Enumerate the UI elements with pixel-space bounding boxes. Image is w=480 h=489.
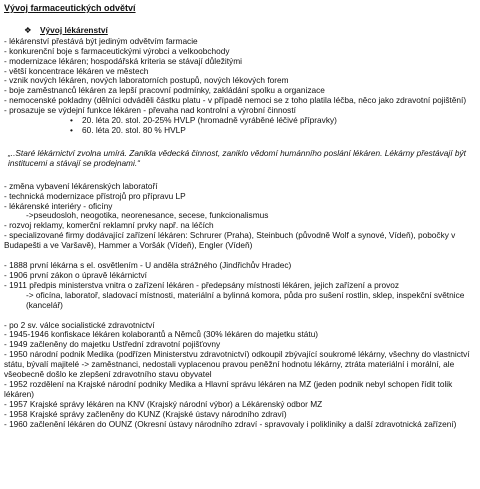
list-item: - modernizace lékáren; hospodářská kriteria se stávají důležitými: [4, 55, 242, 66]
list-item: - 1888 první lékárna s el. osvětlením - U anděla strážného (Jindřichův Hradec): [4, 260, 292, 271]
list-item: - konkurenční boje s farmaceutickými výrobci a velkoobchody: [4, 45, 230, 56]
list-item: - po 2 sv. válce socialistické zdravotnictví: [4, 319, 155, 330]
list-item: - změna vybavení lékárenských laboratoří: [4, 180, 158, 191]
block-5: [4, 321, 474, 430]
list-item: - 1952 rozdělení na Krajské národní podniky Medika a Hlavní správu lékáren na MZ (jeden podnik nebyl schopen řídit tolik lékáren): [4, 379, 453, 399]
section-heading: [24, 26, 474, 36]
list-item: - prosazuje se výdejní funkce lékáren - převaha nad kontrolní a výrobní činností: [4, 105, 296, 116]
block-4: [4, 261, 474, 311]
sub-bullet-item: • 60. léta 20. stol. 80 % HVLP: [4, 126, 474, 136]
section-heading-text: Vývoj lékárenství: [40, 24, 108, 35]
list-item: - větší koncentrace lékáren ve městech: [4, 65, 149, 76]
list-item: - vznik nových lékáren, nových laboratorních postupů, nových lékových forem: [4, 75, 289, 86]
list-item: - 1957 Krajské správy lékáren na KNV (Krajský národní výbor) a Lékárenský odbor MZ: [4, 398, 323, 409]
indented-item: -> oficína, laboratoř, sladovací místnosti, materiální a bylinná komora, půda pro sušení rostlin, sklep, inspekční světnice (kancelář): [26, 289, 465, 310]
block-1: [4, 37, 474, 136]
list-item: - 1945-1946 konfiskace lékáren kolaborantů a Němců (30% lékáren do majetku státu): [4, 329, 319, 340]
page-title: Vývoj farmaceutických odvětví: [4, 3, 136, 13]
list-item: - technická modernizace přístrojů pro přípravu LP: [4, 190, 186, 201]
list-item: - boje zaměstnanců lékáren za lepší pracovní podmínky, zakládání spolku a organizace: [4, 85, 325, 96]
list-item: - 1906 první zákon o úpravě lékárnictví: [4, 269, 147, 280]
list-item: - 1958 Krajské správy začleněny do KUNZ (Krajské ústavy národního zdraví): [4, 408, 287, 419]
block-2: [4, 182, 474, 251]
indented-item: ->pseudosloh, neogotika, neorenesance, secese, funkcionalismus: [26, 210, 269, 221]
list-item: - specializované firmy dodávající zařízení lékáren: Schrurer (Praha), Steinbuch (původně Wolf a synové, Vídeň), pobočky v Budapešti a ve Varšavě), Hammer a Voršák (Vídeň), Engler (Vídeň): [4, 230, 456, 251]
list-item: - 1911 předpis ministerstva vnitra o zařízení lékáren - předepsány místnosti lékáren, jejich zařízení a provoz: [4, 279, 400, 290]
list-item: - 1950 národní podnik Medika (podřízen Ministerstvu zdravotnictví) odkoupil zbývající soukromé lékárny, všechny do vlastnictví státu, bývalí majitelé -> zaměstnanci, nedostali vyplacenou pravou peněžní hodnotu lékárny, ztráta materiální i morální, ale všeobecně došlo ke zlepšení zdravotního stavu obyvatel: [4, 349, 470, 380]
document-page: [4, 4, 474, 430]
list-item: - lékárenství přestává být jediným odvětvím farmacie: [4, 35, 198, 46]
quote-paragraph: „..Staré lékárnictví zvolna umírá. Zanikla vědecká činnost, zaniklo vědomí humánního poslání lékáren. Lékárny přestávají být institucemi a stávají se prodejnami.“: [8, 147, 466, 168]
list-item: - lékárenské interiéry - oficíny: [4, 200, 113, 211]
diamond-bullet-icon: ❖: [24, 24, 32, 35]
list-item: - rozvoj reklamy, komerční reklamní prvky např. na léčích: [4, 220, 214, 231]
list-item: - nemocenské pokladny (dělníci odváděli částku platu - v případě nemoci se z toho platila léčba, něco jako zdravotní pojištění): [4, 95, 467, 106]
sub-bullet-item: • 20. léta 20. stol. 20-25% HVLP (hromadně vyráběné léčivé přípravky): [4, 116, 474, 126]
list-item: - 1960 začlenění lékáren do OUNZ (Okresní ústavy národního zdraví - spravovaly i polikliniky a další zdravotnická zařízení): [4, 418, 457, 429]
list-item: - 1949 začleněny do majetku Ustřední zdravotní pojišťovny: [4, 339, 221, 350]
